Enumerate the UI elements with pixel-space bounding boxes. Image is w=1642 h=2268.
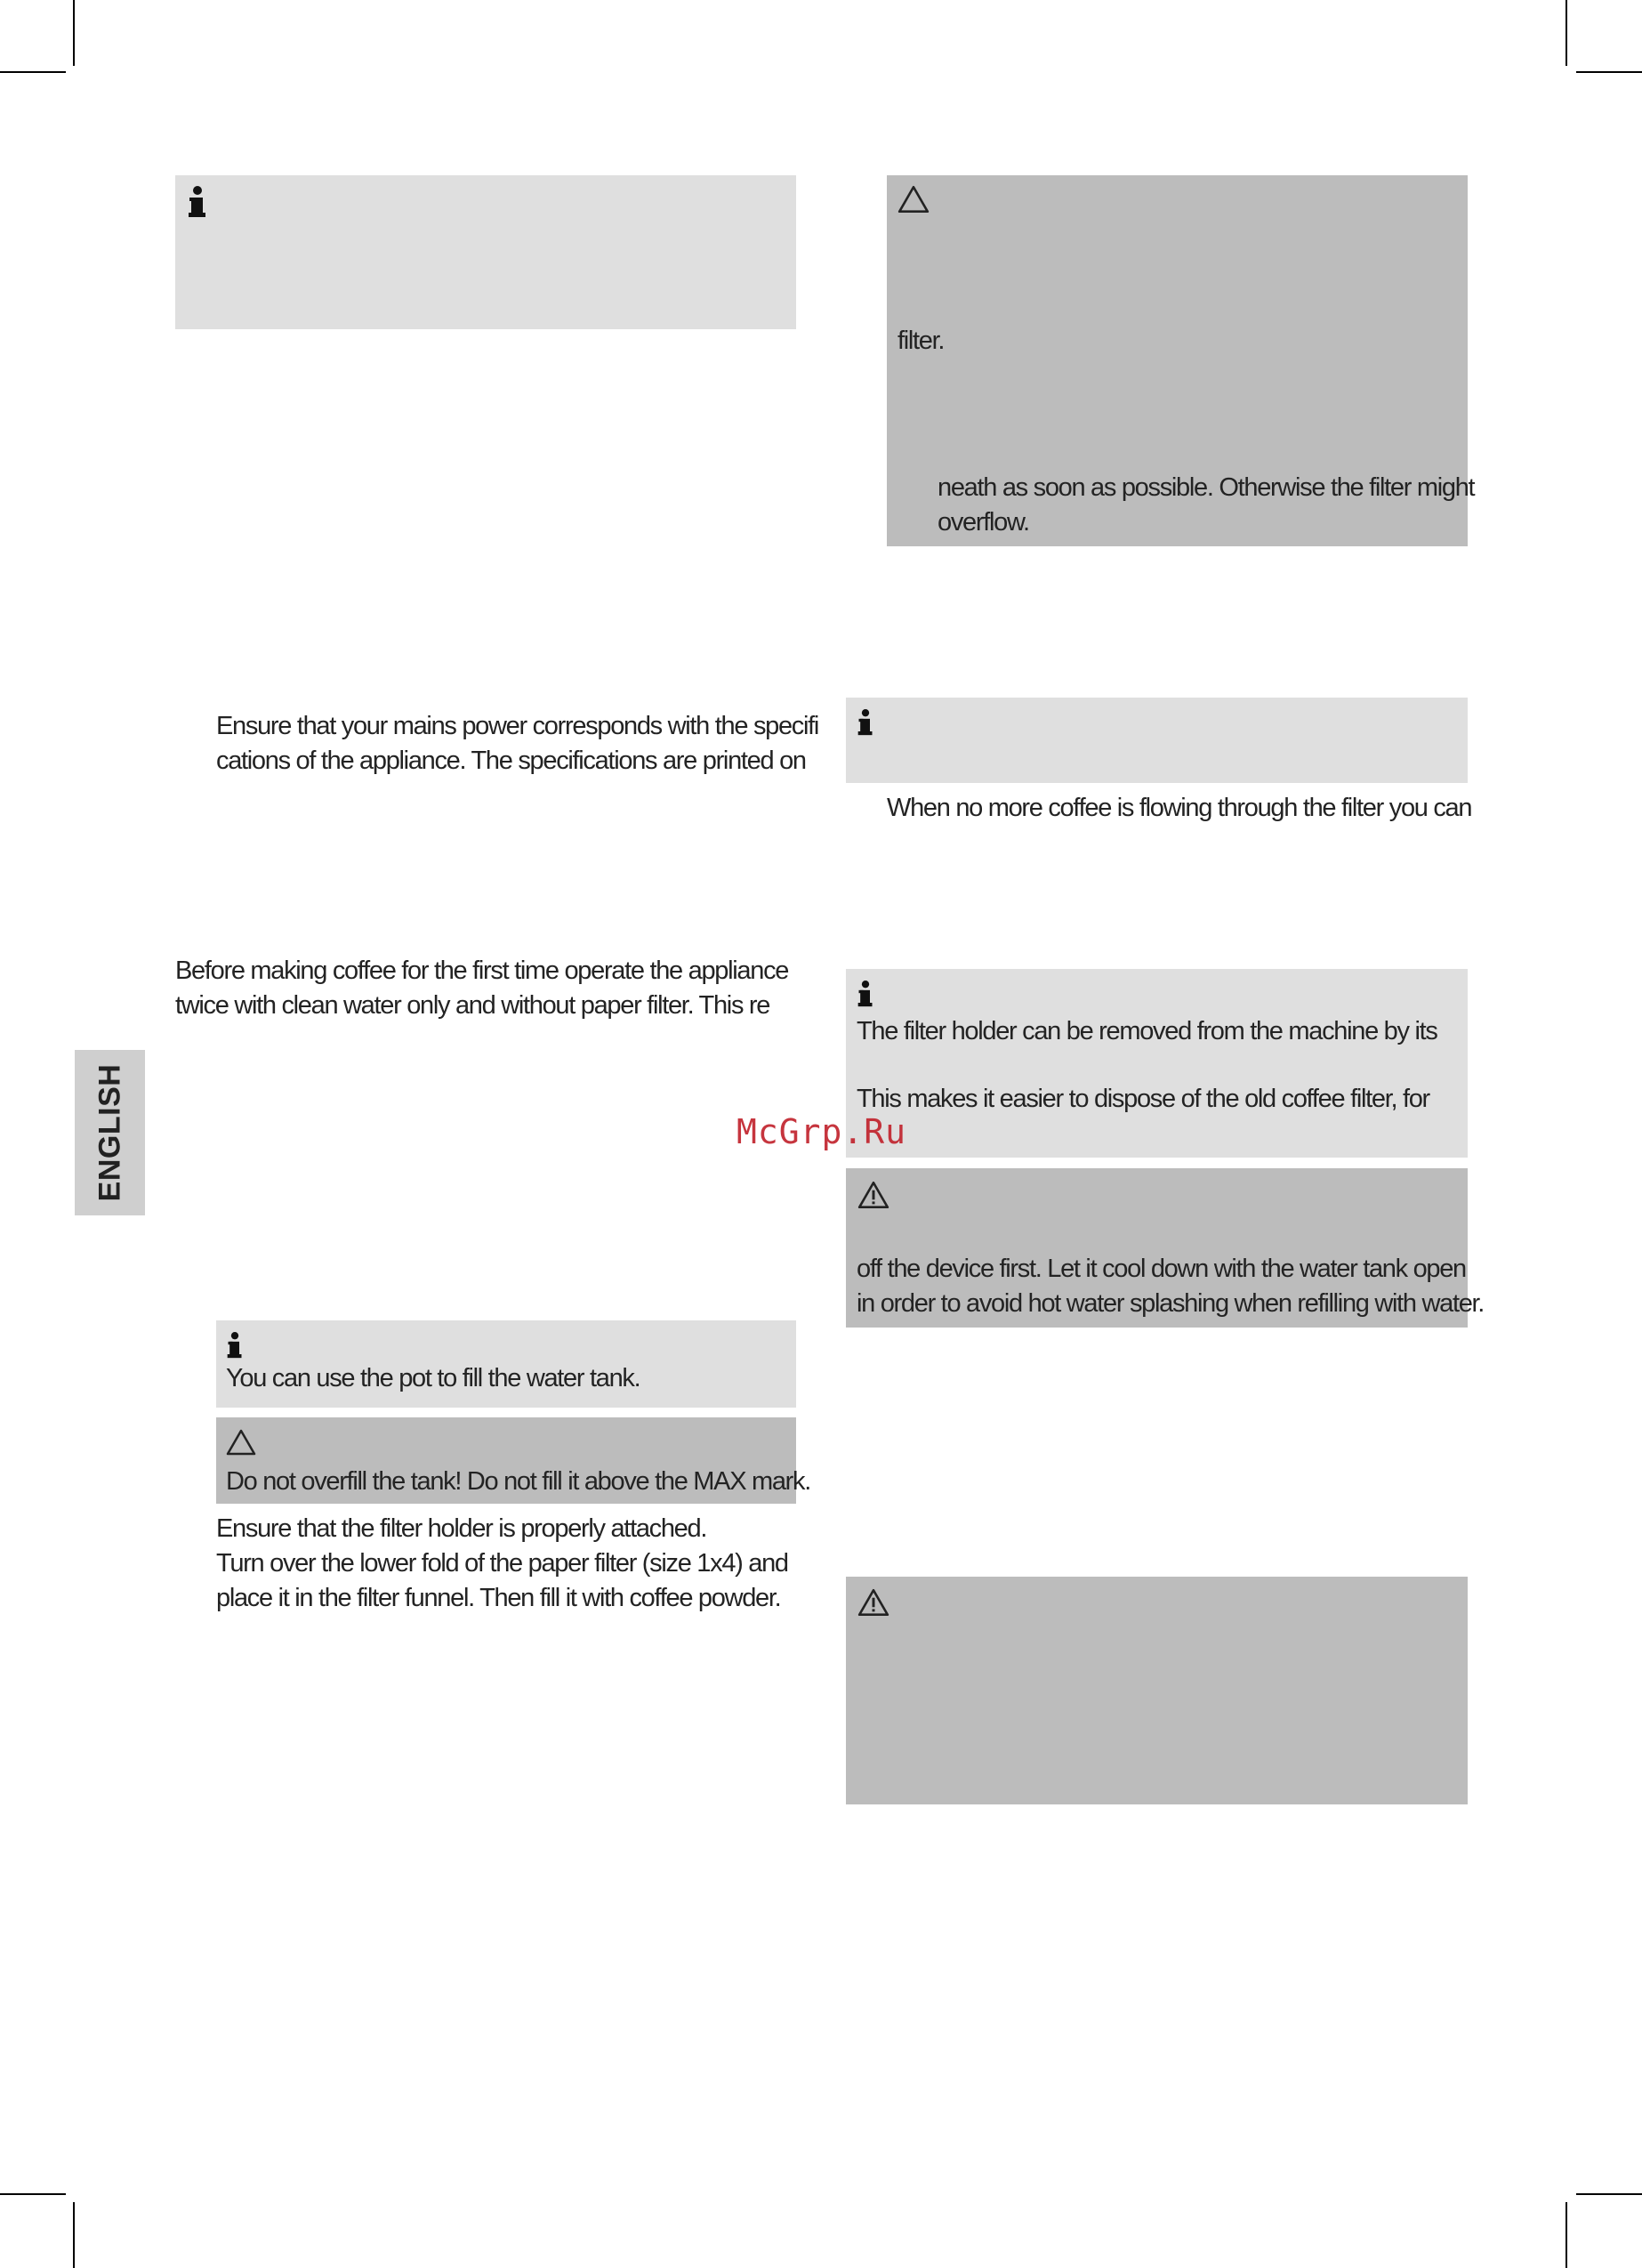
caution-box-overfill — [216, 1417, 810, 1504]
info-icon — [857, 708, 874, 737]
caution-top-filter: filter. — [897, 327, 945, 355]
language-tab — [75, 1050, 145, 1215]
language-label: ENGLISH — [93, 1063, 126, 1202]
crop-mark — [73, 2202, 75, 2268]
crop-mark — [73, 0, 75, 66]
warning-box-refill — [846, 1168, 1485, 1328]
mains-power-line-1: Ensure that your mains power corresponds with the specifi — [216, 712, 819, 740]
first-use-line-2: twice with clean water only and without paper filter. This re — [175, 991, 770, 1020]
info-icon — [857, 980, 874, 1008]
info-icon — [226, 1331, 244, 1360]
crop-mark — [1576, 2193, 1642, 2195]
no-more-coffee-text: When no more coffee is flowing through the filter you can — [887, 794, 1472, 822]
info-box-top — [175, 175, 796, 329]
info-box-filter-holder — [846, 969, 1468, 1158]
caution-triangle-icon — [225, 1428, 257, 1457]
crop-mark — [0, 71, 66, 73]
crop-mark — [0, 2193, 66, 2195]
filter-step-line-3: place it in the filter funnel. Then fill it with coffee powder. — [216, 1584, 781, 1612]
info-pot-text: You can use the pot to fill the water tank. — [226, 1364, 640, 1392]
warning-exclamation-icon — [857, 1587, 890, 1618]
caution-top-line-1: neath as soon as possible. Otherwise the filter might — [938, 473, 1475, 502]
caution-box-top — [887, 175, 1475, 546]
warning-refill-line-2: in order to avoid hot water splashing when refilling with water. — [857, 1289, 1485, 1318]
watermark: McGrp.Ru — [736, 1112, 907, 1151]
info-box-pot — [216, 1320, 796, 1408]
caution-top-line-2: overflow. — [938, 508, 1029, 537]
warning-refill-line-1: off the device first. Let it cool down with the water tank open — [857, 1255, 1466, 1283]
info-filter-holder-line-2: This makes it easier to dispose of the old coffee filter, for — [857, 1085, 1429, 1113]
crop-mark — [1566, 2202, 1567, 2268]
caution-overfill-text: Do not overfill the tank! Do not fill it above the MAX mark. — [226, 1467, 810, 1496]
filter-step-line-2: Turn over the lower fold of the paper filter (size 1x4) and — [216, 1549, 788, 1578]
filter-step-line-1: Ensure that the filter holder is properly attached. — [216, 1514, 707, 1543]
warning-exclamation-icon — [857, 1180, 890, 1210]
crop-mark — [1566, 0, 1567, 66]
info-filter-holder-line-1: The filter holder can be removed from the machine by its — [857, 1017, 1437, 1045]
info-icon — [187, 186, 208, 218]
first-use-line-1: Before making coffee for the first time operate the appliance — [175, 956, 789, 985]
crop-mark — [1576, 71, 1642, 73]
caution-triangle-icon — [897, 184, 930, 214]
warning-box-bottom — [846, 1577, 1468, 1804]
mains-power-line-2: cations of the appliance. The specifications are printed on — [216, 747, 806, 775]
info-box-brew — [846, 698, 1468, 783]
